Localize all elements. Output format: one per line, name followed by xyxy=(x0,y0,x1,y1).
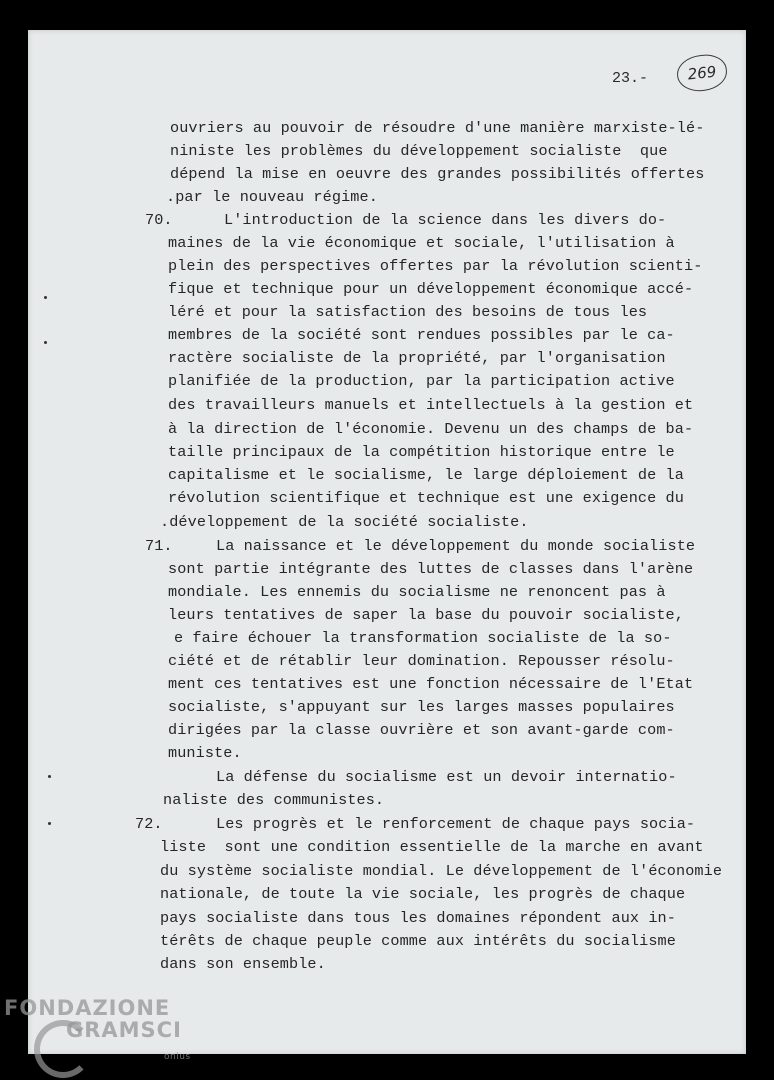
watermark-line3: onlus xyxy=(164,1052,191,1062)
text-line: ouvriers au pouvoir de résoudre d'une manière marxiste-lé- xyxy=(170,119,705,137)
text-line: ment ces tentatives est une fonction nécessaire de l'Etat xyxy=(168,675,694,693)
margin-speck xyxy=(44,341,47,344)
text-line: membres de la société sont rendues possibles par le ca- xyxy=(168,326,675,344)
text-line: taille principaux de la compétition historique entre le xyxy=(168,443,675,461)
text-line: des travailleurs manuels et intellectuels à la gestion et xyxy=(168,396,694,414)
watermark-line2: GRAMSCI xyxy=(66,1018,182,1042)
text-line: pays socialiste dans tous les domaines répondent aux in- xyxy=(160,909,676,927)
text-line: nationale, de toute la vie sociale, les progrès de chaque xyxy=(160,885,686,903)
fondazione-gramsci-watermark xyxy=(4,994,204,1080)
paragraph-number: 70. xyxy=(145,211,173,229)
text-line: dans son ensemble. xyxy=(160,955,326,973)
text-line: naliste des communistes. xyxy=(163,791,385,809)
text-line: ciété et de rétablir leur domination. Repousser résolu- xyxy=(168,652,675,670)
text-line: à la direction de l'économie. Devenu un des champs de ba- xyxy=(168,420,694,438)
text-line: e faire échouer la transformation socialiste de la so- xyxy=(174,629,672,647)
text-line: dirigées par la classe ouvrière et son avant-garde com- xyxy=(168,721,675,739)
text-line: Les progrès et le renforcement de chaque pays socia- xyxy=(216,815,696,833)
text-line: léré et pour la satisfaction des besoins de tous les xyxy=(168,303,648,321)
text-line: capitalisme et le socialisme, le large déploiement de la xyxy=(168,466,684,484)
text-line: sont partie intégrante des luttes de classes dans l'arène xyxy=(168,560,694,578)
margin-speck xyxy=(48,822,51,825)
text-line: révolution scientifique et technique est une exigence du xyxy=(168,489,684,507)
text-line: fique et technique pour un développement économique accé- xyxy=(168,280,694,298)
text-line: L'introduction de la science dans les divers do- xyxy=(224,211,667,229)
margin-speck xyxy=(44,296,47,299)
text-line: maines de la vie économique et sociale, l'utilisation à xyxy=(168,234,675,252)
margin-speck xyxy=(48,775,51,778)
text-line: La naissance et le développement du monde socialiste xyxy=(216,537,696,555)
text-line: liste sont une condition essentielle de la marche en avant xyxy=(160,838,704,856)
text-line: muniste. xyxy=(168,744,242,762)
text-line: La défense du socialisme est un devoir internatio- xyxy=(216,768,677,786)
text-line: socialiste, s'appuyant sur les larges masses populaires xyxy=(168,698,675,716)
text-line: plein des perspectives offertes par la révolution scienti- xyxy=(168,257,703,275)
text-line: ractère socialiste de la propriété, par l'organisation xyxy=(168,349,666,367)
watermark-line1: FONDAZIONE xyxy=(4,996,171,1020)
archive-number: 269 xyxy=(686,62,718,84)
text-line: .par le nouveau régime. xyxy=(166,188,378,206)
text-line: leurs tentatives de saper la base du pouvoir socialiste, xyxy=(168,606,684,624)
text-line: dépend la mise en oeuvre des grandes possibilités offertes xyxy=(170,165,705,183)
text-line: mondiale. Les ennemis du socialisme ne renoncent pas à xyxy=(168,583,666,601)
text-line: planifiée de la production, par la participation active xyxy=(168,372,675,390)
paragraph-number: 71. xyxy=(145,537,173,555)
text-line: du système socialiste mondial. Le développement de l'économie xyxy=(160,862,723,880)
text-line: niniste les problèmes du développement socialiste que xyxy=(170,142,668,160)
text-line: térêts de chaque peuple comme aux intérêts du socialisme xyxy=(160,932,676,950)
text-line: .développement de la société socialiste. xyxy=(160,513,529,531)
page-number: 23.- xyxy=(612,70,649,87)
paragraph-number: 72. xyxy=(135,815,163,833)
